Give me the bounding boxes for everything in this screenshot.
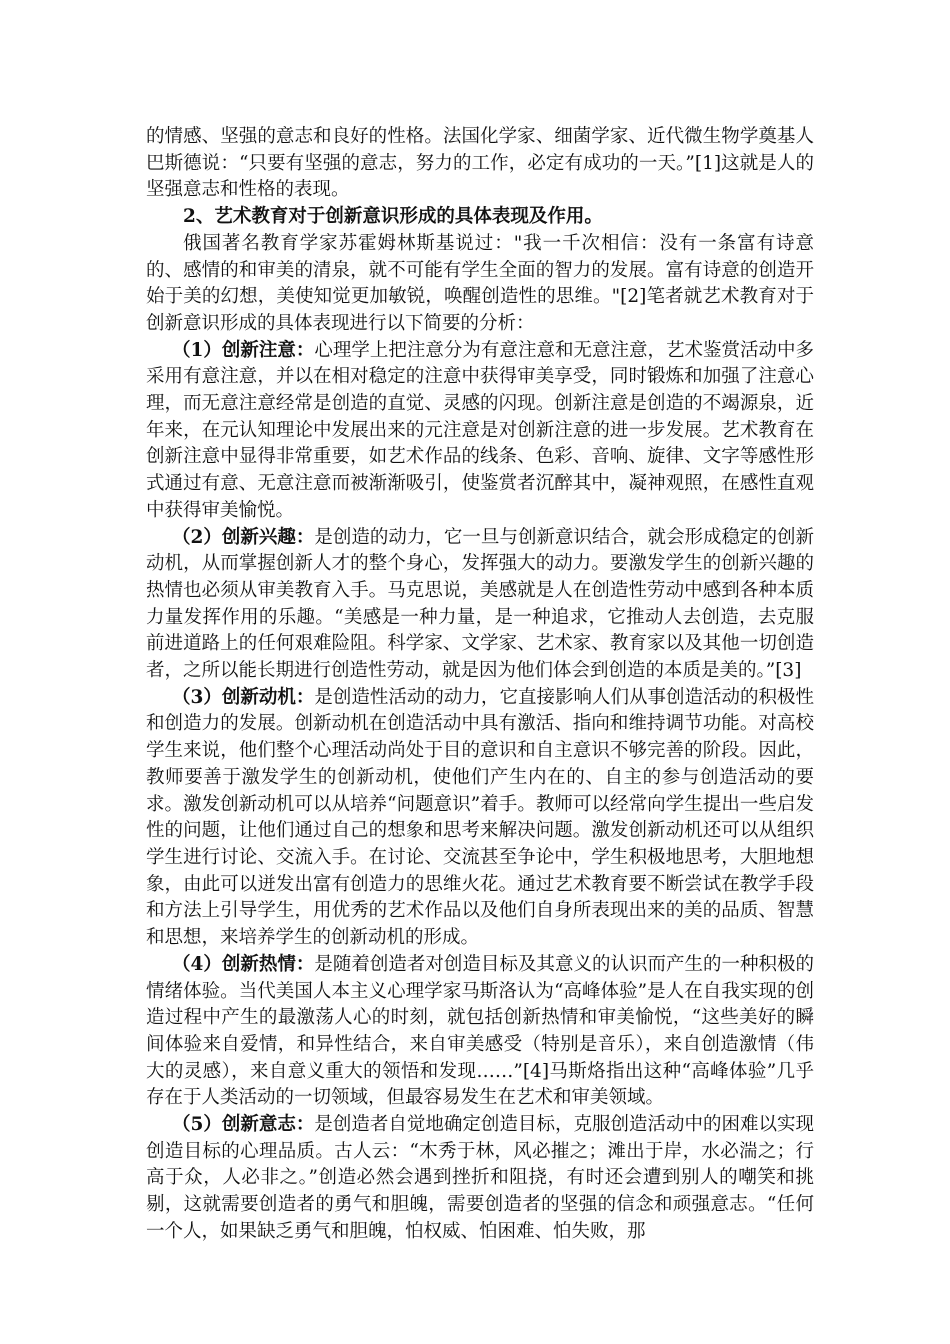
term-label: （5）创新意志： <box>172 1114 315 1136</box>
paragraph-intro: 俄国著名教育学家苏霍姆林斯基说过："我一千次相信：没有一条富有诗意的、感情的和审美的清泉，就不可能有学生全面的智力的发展。富有诗意的创造开始于美的幻想，美使知觉更加敏锐，唤醒创造性的思维。"[2]笔者就艺术教育对于创新意识形成的具体表现进行以下简要的分析： <box>146 232 814 334</box>
item-body: 是创造的动力，它一旦与创新意识结合，就会形成稳定的创新动机，从而掌握创新人才的整个身心，发挥强大的动力。要激发学生的创新兴趣的热情也必须从审美教育入手。马克思说，美感就是人在创造性劳动中感到各种本质力量发挥作用的乐趣。“美感是一种力量，是一种追求，它推动人去创造，去克服前进道路上的任何艰难险阻。科学家、文学家、艺术家、教育家以及其他一切创造者，之所以能长期进行创造性劳动，就是因为他们体会到创造的本质是美的。”[3] <box>146 526 814 682</box>
section-heading: 2、艺术教育对于创新意识形成的具体表现及作用。 <box>183 206 603 228</box>
paragraph-continuation: 的情感、坚强的意志和良好的性格。法国化学家、细菌学家、近代微生物学奠基人巴斯德说：“只要有坚强的意志，努力的工作，必定有成功的一天。”[1]这就是人的坚强意志和性格的表现。 <box>146 126 814 201</box>
item-body: 是创造者自觉地确定创造目标，克服创造活动中的困难以实现创造目标的心理品质。古人云：“木秀于林，风必摧之；滩出于岸，水必湍之；行高于众，人必非之。”创造必然会遇到挫折和阻挠，有时还会遭到别人的嘲笑和挑剔，这就需要创造者的勇气和胆魄，需要创造者的坚强的信念和顽强意志。“任何一个人，如果缺乏勇气和胆魄，怕权威、怕困难、怕失败，那 <box>146 1114 814 1242</box>
term-label: （3）创新动机： <box>172 686 315 708</box>
term-label: （1）创新注意： <box>172 339 315 361</box>
list-item-interest <box>146 525 814 685</box>
list-item-attention <box>146 338 814 525</box>
body-text <box>146 124 814 1246</box>
term-label: （2）创新兴趣： <box>172 526 315 548</box>
list-item-motivation <box>146 685 814 952</box>
item-body: 是创造性活动的动力，它直接影响人们从事创造活动的积极性和创造力的发展。创新动机在创造活动中具有激活、指向和维持调节功能。对高校学生来说，他们整个心理活动尚处于目的意识和自主意识不够完善的阶段。因此，教师要善于激发学生的创新动机，使他们产生内在的、自主的参与创造活动的要求。激发创新动机可以从培养“问题意识”着手。教师可以经常向学生提出一些启发性的问题，让他们通过自己的想象和思考来解决问题。激发创新动机还可以从组织学生进行讨论、交流入手。在讨论、交流甚至争论中，学生积极地思考，大胆地想象，由此可以迸发出富有创造力的思维火花。通过艺术教育要不断尝试在教学手段和方法上引导学生，用优秀的艺术作品以及他们自身所表现出来的美的品质、智慧和思想，来培养学生的创新动机的形成。 <box>146 686 814 949</box>
list-item-passion <box>146 952 814 1112</box>
item-body: 心理学上把注意分为有意注意和无意注意，艺术鉴赏活动中多采用有意注意，并以在相对稳定的注意中获得审美享受，同时锻炼和加强了注意心理，而无意注意经常是创造的直觉、灵感的闪现。创新注意是创造的不竭源泉，近年来，在元认知理论中发展出来的元注意是对创新注意的进一步发展。艺术教育在创新注意中显得非常重要，如艺术作品的线条、色彩、音响、旋律、文字等感性形式通过有意、无意注意而被渐渐吸引，使鉴赏者沉醉其中，凝神观照，在感性直观中获得审美愉悦。 <box>146 339 814 521</box>
list-item-will <box>146 1112 814 1246</box>
term-label: （4）创新热情： <box>172 953 315 975</box>
item-body: 是随着创造者对创造目标及其意义的认识而产生的一种积极的情绪体验。当代美国人本主义心理学家马斯洛认为“高峰体验”是人在自我实现的创造过程中产生的最激荡人心的时刻，就包括创新热情和审美愉悦，“这些美好的瞬间体验来自爱情，和异性结合，来自审美感受（特别是音乐），来自创造激情（伟大的灵感），来自意义重大的领悟和发现……”[4]马斯烙指出这种“高峰体验”几乎存在于人类活动的一切领域，但最容易发生在艺术和审美领域。 <box>146 953 814 1109</box>
